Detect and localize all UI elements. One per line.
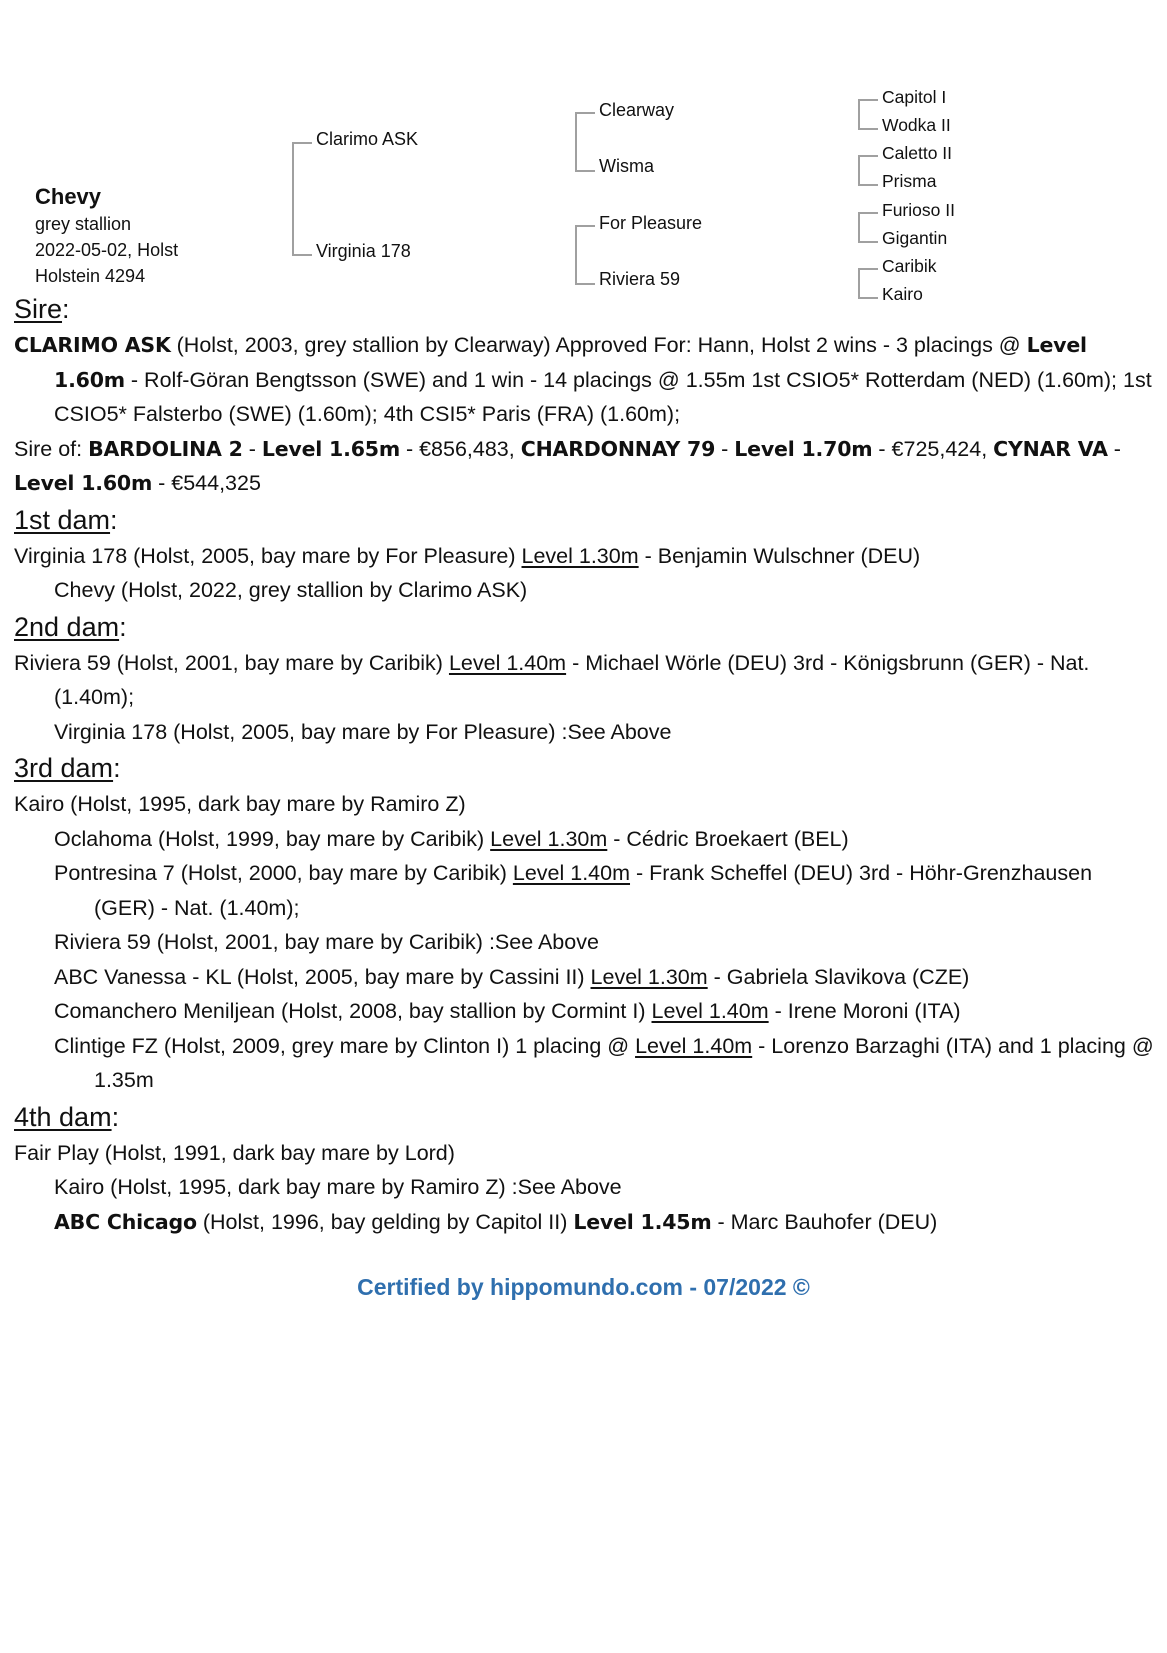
dam1-description: Virginia 178 (Holst, 2005, bay mare by For Pleasure) Level 1.30m - Benjamin Wulschner (DEU) bbox=[14, 543, 921, 568]
sire-level: Level 1.60m bbox=[54, 333, 1087, 392]
sire-description: CLARIMO ASK (Holst, 2003, grey stallion by Clearway) Approved For: Hann, Holst 2 wins - 3 placings @ Level 1.60m - Rolf-Göran Bengtsson (SWE) and 1 win - 14 placings @ 1.55m 1st CSIO5* Rotterdam (NED) (1.60m); 1st CSIO5* Falsterbo (SWE) (1.60m); 4th CSI5* Paris (FRA) (1.60m); bbox=[14, 333, 1152, 426]
pedigree-g3-8: Kairo bbox=[882, 284, 923, 304]
level-link[interactable]: Level 1.40m bbox=[512, 861, 631, 885]
offspring-level: Level 1.60m bbox=[14, 471, 153, 495]
horse-info bbox=[35, 183, 178, 289]
level-link[interactable]: Level 1.40m bbox=[635, 1033, 753, 1058]
pedigree-g3-5: Furioso II bbox=[882, 200, 955, 220]
level-link[interactable]: Level 1.40m bbox=[651, 999, 769, 1023]
pedigree-sire-sire: Clearway bbox=[599, 100, 675, 120]
sire-offspring: Sire of: BARDOLINA 2 - Level 1.65m - €856,483, CHARDONNAY 79 - Level 1.70m - €725,424, CYNAR VA - Level 1.60m - €544,325 bbox=[14, 436, 1121, 495]
offspring-level: Level 1.45m bbox=[573, 1209, 712, 1234]
horse-color-sex: grey stallion bbox=[35, 214, 132, 234]
tree-connector bbox=[575, 112, 595, 172]
pedigree-sire: Clarimo ASK bbox=[316, 129, 419, 149]
level-link[interactable]: Level 1.30m bbox=[521, 543, 639, 568]
pedigree-g3-4: Prisma bbox=[882, 171, 937, 191]
section-title-dam1: 1st dam: bbox=[14, 504, 118, 535]
dam1-offspring: Chevy (Holst, 2022, grey stallion by Clarimo ASK) bbox=[54, 578, 528, 602]
offspring-earnings: €856,483 bbox=[419, 436, 509, 461]
horse-name: Chevy bbox=[35, 184, 102, 209]
dam3-offspring: Oclahoma (Holst, 1999, bay mare by Caribik) Level 1.30m - Cédric Broekaert (BEL) bbox=[54, 826, 849, 851]
tree-connector bbox=[858, 212, 878, 243]
dam3-offspring: Clintige FZ (Holst, 2009, grey mare by Clinton I) 1 placing @ Level 1.40m - Lorenzo Barzaghi (ITA) and 1 placing @ 1.35m bbox=[54, 1033, 1154, 1092]
offspring-earnings: €725,424 bbox=[891, 436, 982, 461]
horse-birth: 2022-05-02, Holst bbox=[35, 240, 179, 260]
pedigree-dam: Virginia 178 bbox=[316, 241, 411, 261]
pedigree-g3-3: Caletto II bbox=[882, 143, 953, 163]
level-link[interactable]: Level 1.40m bbox=[448, 650, 567, 675]
certification-footer: Certified by hippomundo.com - 07/2022 © bbox=[357, 1274, 810, 1300]
dam4-offspring: Kairo (Holst, 1995, dark bay mare by Ramiro Z) :See Above bbox=[54, 1175, 622, 1199]
section-title-dam3: 3rd dam: bbox=[14, 753, 121, 783]
pedigree-dam-dam: Riviera 59 bbox=[599, 269, 681, 289]
pedigree-g3-6: Gigantin bbox=[882, 228, 948, 248]
section-title-dam4: 4th dam: bbox=[14, 1101, 120, 1132]
pedigree-dam-sire: For Pleasure bbox=[599, 213, 703, 233]
dam2-offspring: Virginia 178 (Holst, 2005, bay mare by For Pleasure) :See Above bbox=[54, 719, 672, 744]
offspring-name: CYNAR VA bbox=[993, 436, 1108, 461]
offspring-name: ABC Chicago bbox=[54, 1209, 197, 1234]
dam3-offspring: Pontresina 7 (Holst, 2000, bay mare by Caribik) Level 1.40m - Frank Scheffel (DEU) 3rd - Höhr-Grenzhausen (GER) - Nat. (1.40m); bbox=[54, 861, 1093, 920]
offspring-level: Level 1.70m bbox=[734, 436, 873, 461]
section-title-sire: Sire: bbox=[14, 294, 70, 324]
dam2-description: Riviera 59 (Holst, 2001, bay mare by Caribik) Level 1.40m - Michael Wörle (DEU) 3rd - Königsbrunn (GER) - Nat. (1.40m); bbox=[14, 650, 1090, 709]
pedigree-sire-dam: Wisma bbox=[599, 156, 654, 176]
pedigree-details bbox=[14, 290, 1154, 1239]
dam3-description: Kairo (Holst, 1995, dark bay mare by Ramiro Z) bbox=[14, 792, 466, 816]
tree-connector bbox=[292, 142, 312, 256]
pedigree-g3-2: Wodka II bbox=[882, 115, 951, 135]
offspring-earnings: €544,325 bbox=[171, 471, 261, 495]
section-title-dam2: 2nd dam: bbox=[14, 611, 127, 642]
dam3-offspring: Riviera 59 (Holst, 2001, bay mare by Caribik) :See Above bbox=[54, 930, 599, 954]
offspring-name: CHARDONNAY 79 bbox=[520, 436, 716, 461]
dam3-offspring: ABC Vanessa - KL (Holst, 2005, bay mare by Cassini II) Level 1.30m - Gabriela Slavikova (CZE) bbox=[54, 964, 970, 989]
pedigree-g3-1: Capitol I bbox=[882, 87, 947, 107]
offspring-name: BARDOLINA 2 bbox=[88, 436, 243, 461]
pedigree-tree bbox=[0, 0, 1167, 304]
tree-connector bbox=[858, 99, 878, 130]
tree-connector bbox=[575, 225, 595, 285]
horse-registry: Holstein 4294 bbox=[35, 266, 146, 286]
tree-connector bbox=[858, 155, 878, 186]
offspring-level: Level 1.65m bbox=[261, 436, 400, 461]
level-link[interactable]: Level 1.30m bbox=[590, 964, 708, 989]
sire-name: CLARIMO ASK bbox=[14, 333, 171, 357]
pedigree-g3-7: Caribik bbox=[882, 256, 937, 276]
level-link[interactable]: Level 1.30m bbox=[490, 826, 608, 851]
dam3-offspring: Comanchero Meniljean (Holst, 2008, bay stallion by Cormint I) Level 1.40m - Irene Moroni (ITA) bbox=[54, 999, 961, 1023]
dam4-description: Fair Play (Holst, 1991, dark bay mare by Lord) bbox=[14, 1140, 455, 1165]
dam4-offspring: ABC Chicago (Holst, 1996, bay gelding by Capitol II) Level 1.45m - Marc Bauhofer (DEU) bbox=[54, 1209, 938, 1234]
